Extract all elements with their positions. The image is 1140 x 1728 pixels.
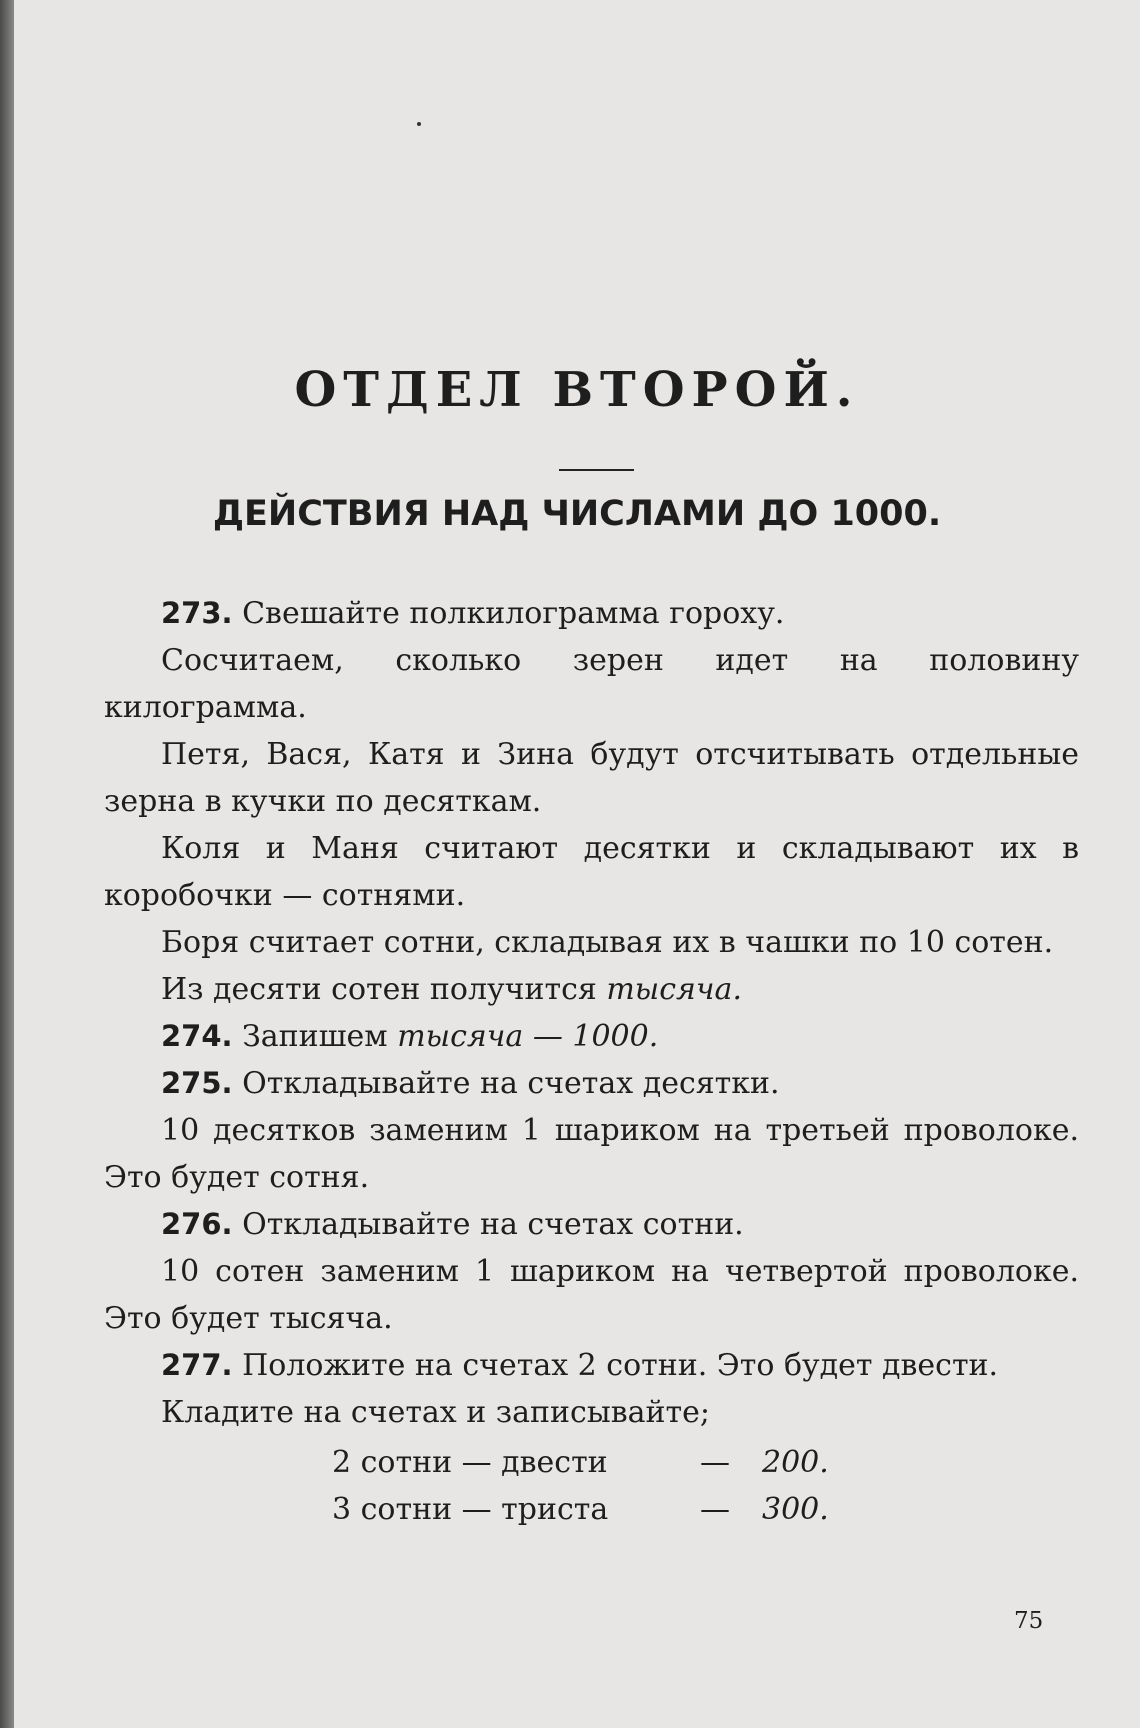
paragraph-hundreds: 10 сотен заменим 1 шариком на четвертой проволоке. Это будет тысяча. [104, 1254, 1079, 1336]
paragraph-274 [104, 1013, 1079, 1060]
paragraph-borya: Боря считает сотни, складывая их в чашки по 10 сотен. [161, 925, 1054, 960]
row-dash: — [700, 1445, 730, 1480]
paragraph-273 [104, 590, 1079, 637]
exercise-number: 275. [161, 1066, 233, 1100]
numbers-table [104, 1439, 1079, 1533]
paragraph-tens: 10 десятков заменим 1 шариком на третьей проволоке. Это будет сотня. [104, 1113, 1079, 1195]
number-value: 300. [762, 1492, 829, 1527]
emphasis-text: тысяча — 1000. [397, 1019, 659, 1054]
paragraph-instruction: Кладите на счетах и записывайте; [161, 1395, 710, 1430]
page-number: 75 [1014, 1608, 1044, 1634]
title-divider [559, 469, 634, 471]
paragraph-count: Сосчитаем, сколько зерен идет на половину килограмма. [104, 643, 1079, 725]
paragraph-text: Откладывайте на счетах десятки. [232, 1066, 780, 1101]
number-words: 2 сотни — двести [332, 1445, 608, 1480]
print-speck [417, 122, 421, 126]
paragraph-petya: Петя, Вася, Катя и Зина будут отсчитывать отдельные зерна в кучки по десяткам. [104, 737, 1079, 819]
paragraph-text: Откладывайте на счетах сотни. [232, 1207, 744, 1242]
exercise-number: 277. [161, 1348, 233, 1382]
paragraph-275 [104, 1060, 1079, 1107]
chapter-heading: ДЕЙСТВИЯ НАД ЧИСЛАМИ ДО 1000. [212, 494, 942, 534]
book-page [14, 0, 1140, 1728]
number-words: 3 сотни — триста [332, 1492, 609, 1527]
emphasis-text: тысяча. [606, 972, 742, 1007]
paragraph-277 [104, 1342, 1079, 1389]
paragraph-text: Свешайте полкилограмма гороху. [232, 596, 785, 631]
paragraph-kolya: Коля и Маня считают десятки и складывают их в коробочки — сотнями. [104, 831, 1079, 913]
paragraph-thousand [104, 966, 1079, 1013]
paragraph-text: Из десяти сотен получится [161, 972, 607, 1007]
paragraph-text: Запишем [232, 1019, 398, 1054]
table-row [104, 1439, 1079, 1486]
exercise-number: 276. [161, 1207, 233, 1241]
book-spine [0, 0, 14, 1728]
paragraph-text: Положите на счетах 2 сотни. Это будет двести. [232, 1348, 999, 1383]
row-dash: — [700, 1492, 730, 1527]
paragraph-276 [104, 1201, 1079, 1248]
exercise-number: 274. [161, 1019, 233, 1053]
section-title: ОТДЕЛ ВТОРОЙ. [294, 362, 860, 418]
exercise-number: 273. [161, 596, 233, 630]
number-value: 200. [762, 1445, 829, 1480]
page-body [104, 590, 1079, 1533]
table-row [104, 1486, 1079, 1533]
